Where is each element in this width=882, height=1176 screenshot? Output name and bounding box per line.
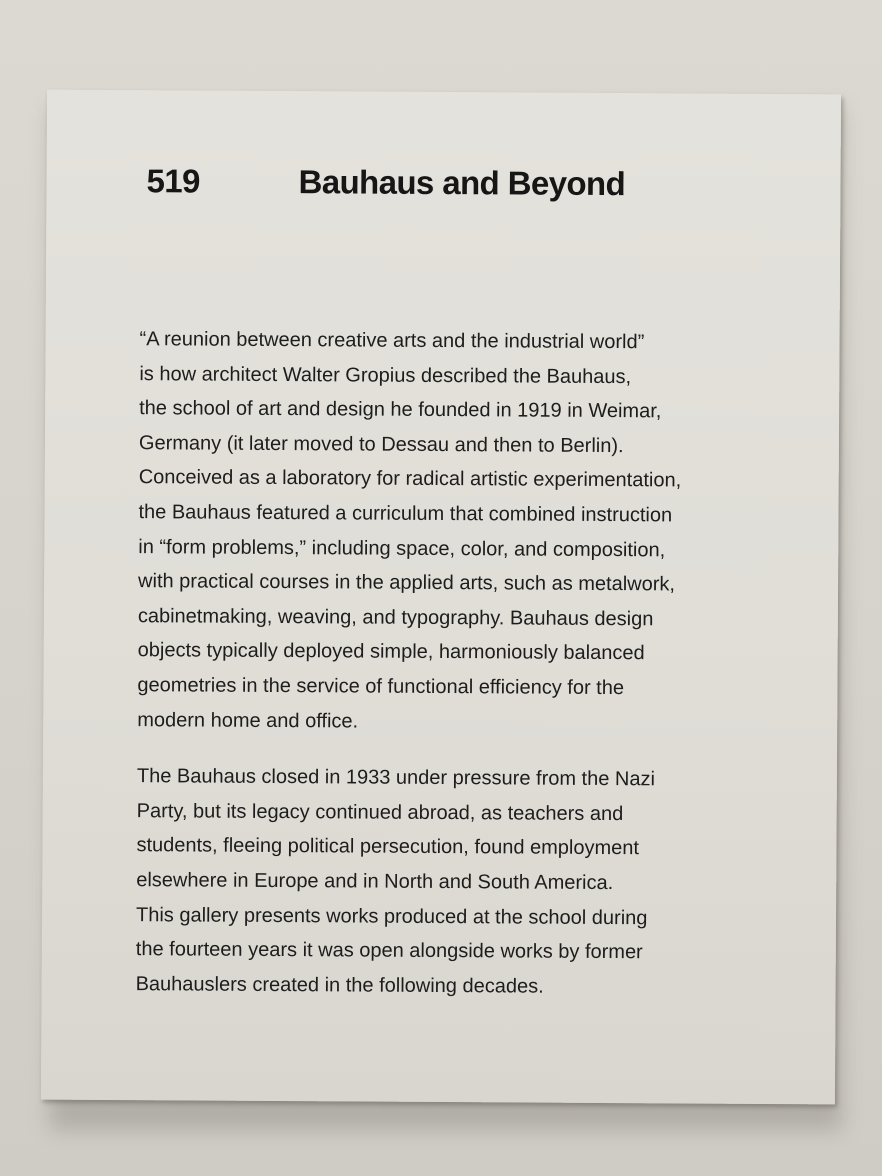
- paragraph-legacy: The Bauhaus closed in 1933 under pressure from the Nazi Party, but its legacy continued abroad, as teachers and students, fleeing political persecution, found employment elsewhere in Europe and in North and South America. This gallery presents works produced at the school during the fourteen years it was open alongside works by former Bauhauslers created in the following decades.: [135, 765, 656, 998]
- gallery-title: Bauhaus and Beyond: [298, 163, 626, 203]
- placard-body: [136, 322, 780, 1005]
- paragraph-intro: “A reunion between creative arts and the industrial world” is how architect Walter Gropius described the Bauhaus, the school of art and design he founded in 1919 in Weimar, Germany (it later moved to Dessau and then to Berlin). Conceived as a laboratory for radical artistic experimentation, the Bauhaus featured a curriculum that combined instruction in “form problems,” including space, color, and composition, with practical courses in the applied arts, such as metalwork, cabinetmaking, weaving, and typography. Bauhaus design objects typically deployed simple, harmoniously balanced geometries in the service of functional efficiency for the modern home and office.: [137, 328, 682, 733]
- gallery-number: 519: [146, 162, 200, 200]
- placard-header: [146, 152, 800, 216]
- museum-wall-placard: [41, 90, 841, 1105]
